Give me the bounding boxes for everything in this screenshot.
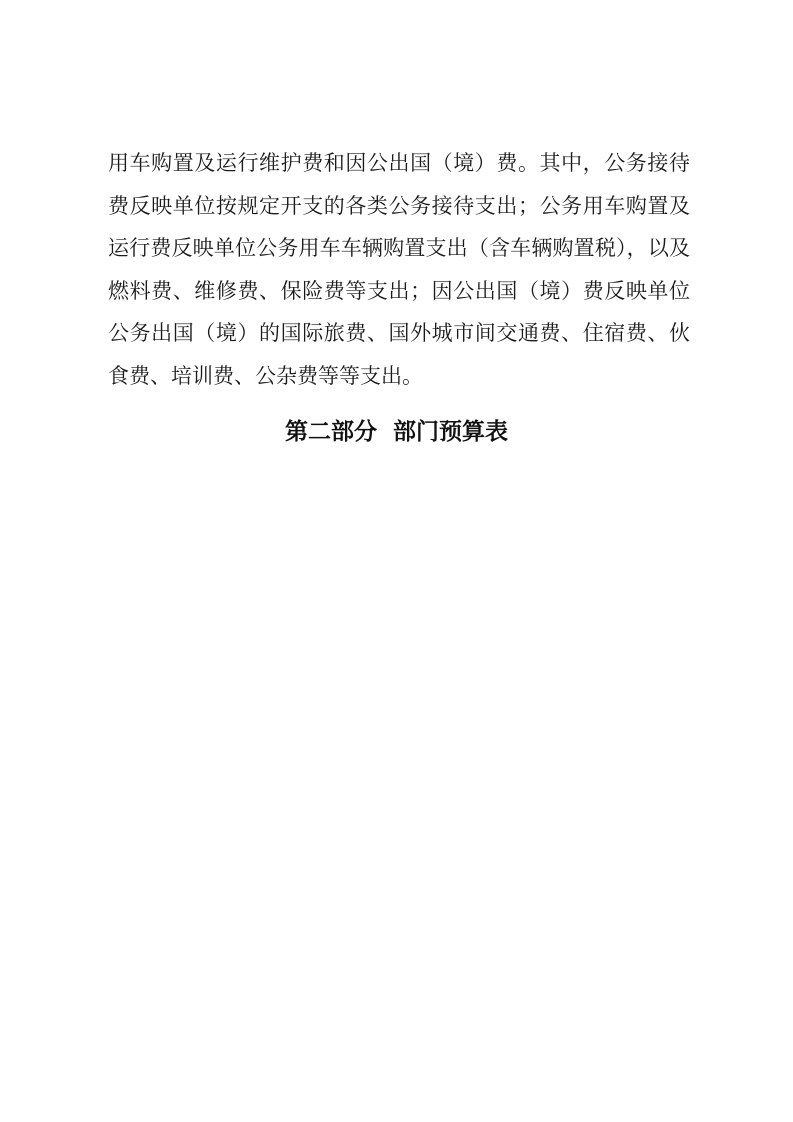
body-paragraph	[108, 142, 690, 397]
paragraph-line-3: 运行费反映单位公务用车车辆购置支出（含车辆购置税），以及	[108, 236, 690, 260]
paragraph-line-1: 用车购置及运行维护费和因公出国（境）费。其中，公务接待	[108, 151, 690, 175]
section-heading: 第二部分 部门预算表	[284, 419, 508, 445]
paragraph-line-2: 费反映单位按规定开支的各类公务接待支出；公务用车购置及	[108, 193, 690, 218]
paragraph-line-5: 公务出国（境）的国际旅费、国外城市间交通费、住宿费、伙	[108, 321, 690, 345]
paragraph-line-6: 食费、培训费、公杂费等等支出。	[108, 363, 423, 388]
paragraph-line-4: 燃料费、维修费、保险费等支出；因公出国（境）费反映单位	[108, 278, 690, 303]
